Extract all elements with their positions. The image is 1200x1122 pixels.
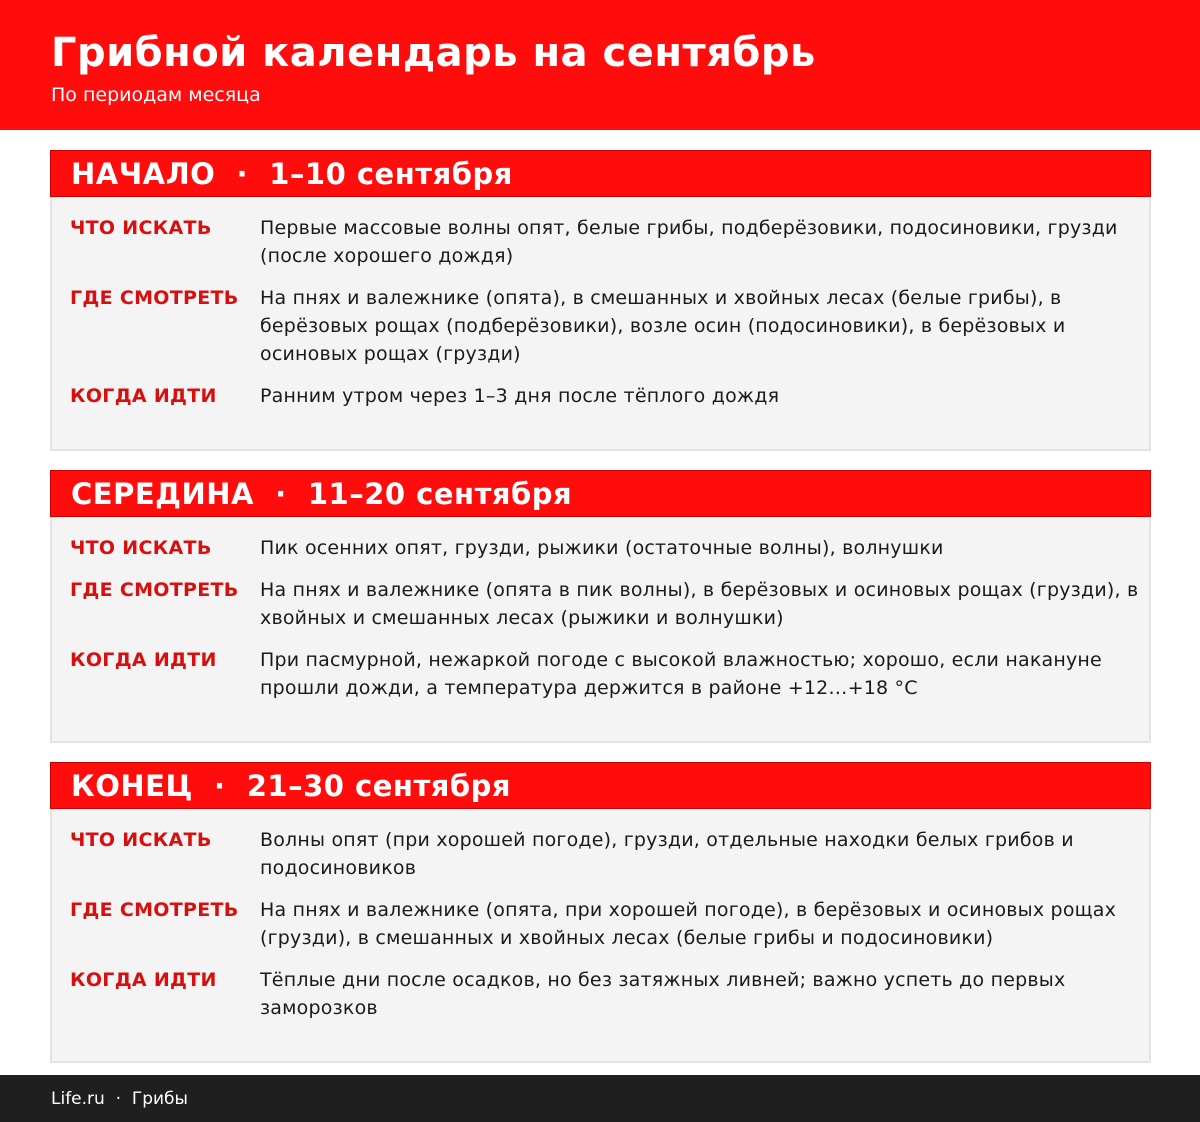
info-row-where [70, 284, 1149, 368]
info-row-what [70, 214, 1149, 270]
section-mid-september [50, 470, 1151, 743]
row-label: ЧТО ИСКАТЬ [70, 829, 212, 851]
info-row-where [70, 576, 1149, 632]
row-label: ЧТО ИСКАТЬ [70, 537, 212, 559]
row-label: ГДЕ СМОТРЕТЬ [70, 899, 239, 921]
section-header [50, 762, 1151, 809]
page-header [0, 0, 1200, 130]
row-text: Ранним утром через 1–3 дня после тёплого дождя [260, 385, 780, 407]
section-header [50, 470, 1151, 517]
row-label: ЧТО ИСКАТЬ [70, 217, 212, 239]
info-row-where [70, 896, 1149, 952]
section-early-september [50, 150, 1151, 451]
footer-credit: Life.ru · Грибы [51, 1088, 188, 1109]
row-label: КОГДА ИДТИ [70, 649, 217, 671]
row-text: При пасмурной, нежаркой погоде с высокой влажностью; хорошо, если накануне прошли дожди, а температура держится в районе +12…+18 °C [260, 649, 1102, 699]
info-row-what [70, 534, 1149, 562]
page-footer [0, 1075, 1200, 1122]
section-title: КОНЕЦ · 21–30 сентября [71, 768, 512, 803]
info-row-what [70, 826, 1149, 882]
section-title: НАЧАЛО · 1–10 сентября [71, 156, 513, 191]
row-text: Тёплые дни после осадков, но без затяжных ливней; важно успеть до первых заморозков [260, 969, 1066, 1019]
row-label: КОГДА ИДТИ [70, 969, 217, 991]
page-title: Грибной календарь на сентябрь [51, 30, 816, 76]
section-title: СЕРЕДИНА · 11–20 сентября [71, 476, 573, 511]
section-rows [52, 517, 1149, 702]
info-row-when [70, 966, 1149, 1022]
row-label: ГДЕ СМОТРЕТЬ [70, 287, 239, 309]
section-rows [52, 197, 1149, 410]
row-text: На пнях и валежнике (опята, при хорошей погоде), в берёзовых и осиновых рощах (грузди), в смешанных и хвойных лесах (белые грибы и подосиновики) [260, 899, 1117, 949]
page-subtitle: По периодам месяца [51, 84, 261, 106]
row-text: Волны опят (при хорошей погоде), грузди, отдельные находки белых грибов и подосиновиков [260, 829, 1074, 879]
section-late-september [50, 762, 1151, 1063]
row-label: ГДЕ СМОТРЕТЬ [70, 579, 239, 601]
info-row-when [70, 646, 1149, 702]
section-rows [52, 809, 1149, 1022]
row-label: КОГДА ИДТИ [70, 385, 217, 407]
info-row-when [70, 382, 1149, 410]
row-text: Первые массовые волны опят, белые грибы, подберёзовики, подосиновики, грузди (после хорошего дождя) [260, 217, 1118, 267]
section-header [50, 150, 1151, 197]
row-text: На пнях и валежнике (опята), в смешанных и хвойных лесах (белые грибы), в берёзовых рощах (подберёзовики), возле осин (подосиновики), в берёзовых и осиновых рощах (грузди) [260, 287, 1066, 365]
row-text: На пнях и валежнике (опята в пик волны), в берёзовых и осиновых рощах (грузди), в хвойных и смешанных лесах (рыжики и волнушки) [260, 579, 1139, 629]
row-text: Пик осенних опят, грузди, рыжики (остаточные волны), волнушки [260, 537, 944, 559]
